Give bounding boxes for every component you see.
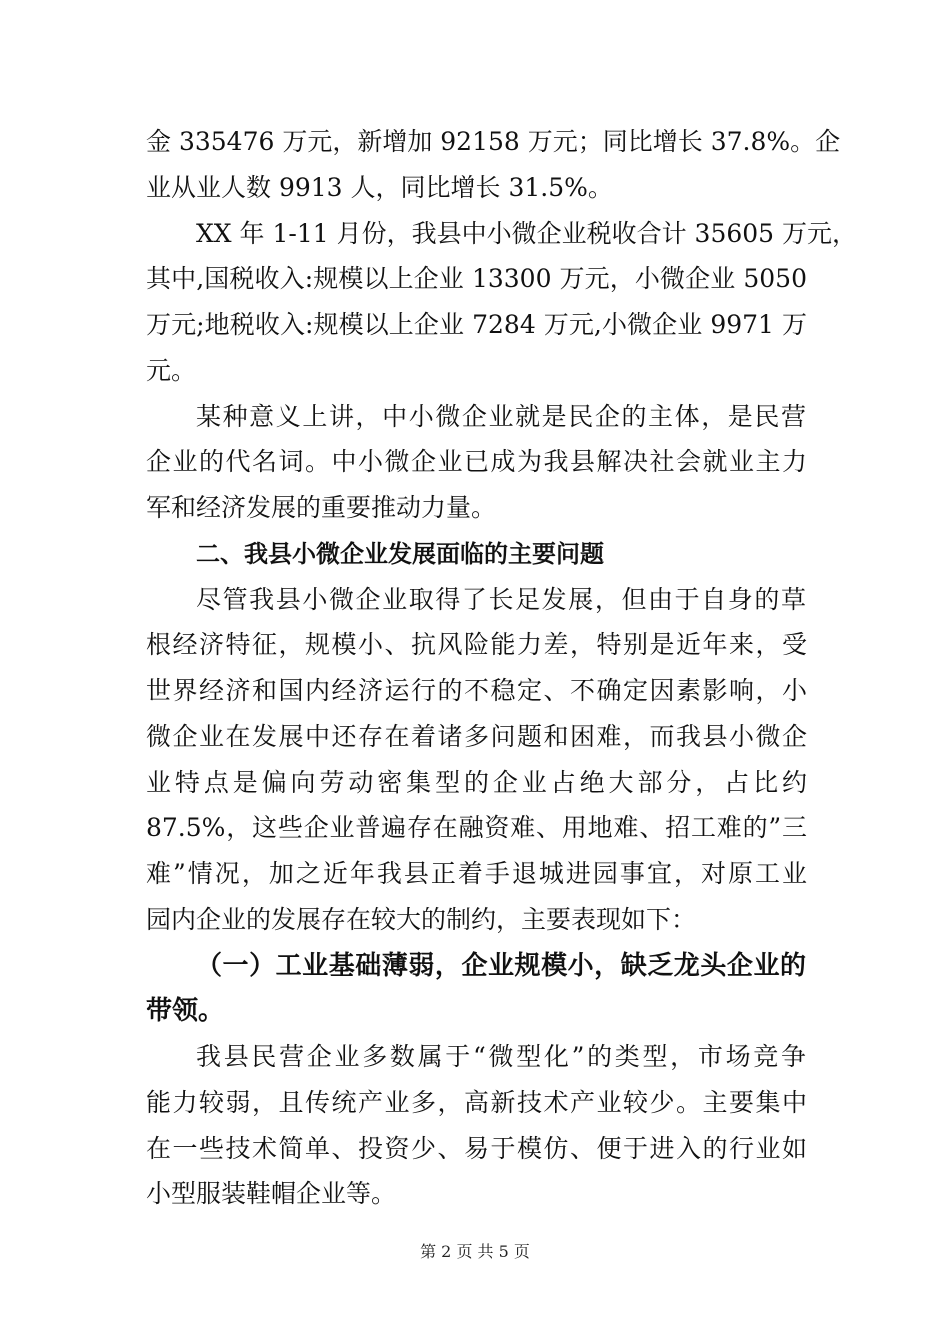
text-line: 万元;地税收入:规模以上企业 7284 万元,小微企业 9971 万 [146, 310, 807, 339]
text-line: 业特点是偏向劳动密集型的企业占绝大部分，占比约 [146, 768, 807, 797]
text-line: 金 335476 万元，新增加 92158 万元；同比增长 37.8%。企 [146, 127, 841, 156]
text-line: 能力较弱，且传统产业多，高新技术产业较少。主要集中 [146, 1088, 807, 1117]
text-line: 根经济特征，规模小、抗风险能力差，特别是近年来，受 [146, 630, 807, 659]
text-line: 小型服装鞋帽企业等。 [146, 1179, 397, 1208]
subsection-heading: （一）工业基础薄弱，企业规模小，缺乏龙头企业的 [196, 951, 806, 981]
text-line: 在一些技术简单、投资少、易于模仿、便于进入的行业如 [146, 1134, 807, 1163]
text-line: 军和经济发展的重要推动力量。 [146, 493, 497, 522]
text-line: 难”情况，加之近年我县正着手退城进园事宜，对原工业 [146, 859, 807, 888]
subsection-heading-continued: 带领。 [146, 996, 225, 1026]
text-line: 业从业人数 9913 人，同比增长 31.5%。 [146, 173, 613, 202]
text-line: 87.5%，这些企业普遍存在融资难、用地难、招工难的”三 [146, 813, 807, 842]
text-line: 我县民营企业多数属于“微型化”的类型，市场竞争 [196, 1042, 806, 1071]
text-line: 企业的代名词。中小微企业已成为我县解决社会就业主力 [146, 447, 807, 476]
text-line: XX 年 1-11 月份，我县中小微企业税收合计 35605 万元， [196, 219, 858, 248]
text-line: 微企业在发展中还存在着诸多问题和困难，而我县小微企 [146, 722, 807, 751]
text-line: 尽管我县小微企业取得了长足发展，但由于自身的草 [196, 585, 806, 614]
text-line: 世界经济和国内经济运行的不稳定、不确定因素影响，小 [146, 676, 807, 705]
text-line: 其中,国税收入:规模以上企业 13300 万元，小微企业 5050 [146, 264, 807, 293]
page-footer: 第 2 页 共 5 页 [420, 1242, 530, 1261]
text-line: 某种意义上讲，中小微企业就是民企的主体，是民营 [196, 402, 806, 431]
section-heading: 二、我县小微企业发展面临的主要问题 [196, 540, 604, 568]
text-line: 园内企业的发展存在较大的制约，主要表现如下： [146, 905, 697, 934]
text-line: 元。 [146, 356, 197, 385]
